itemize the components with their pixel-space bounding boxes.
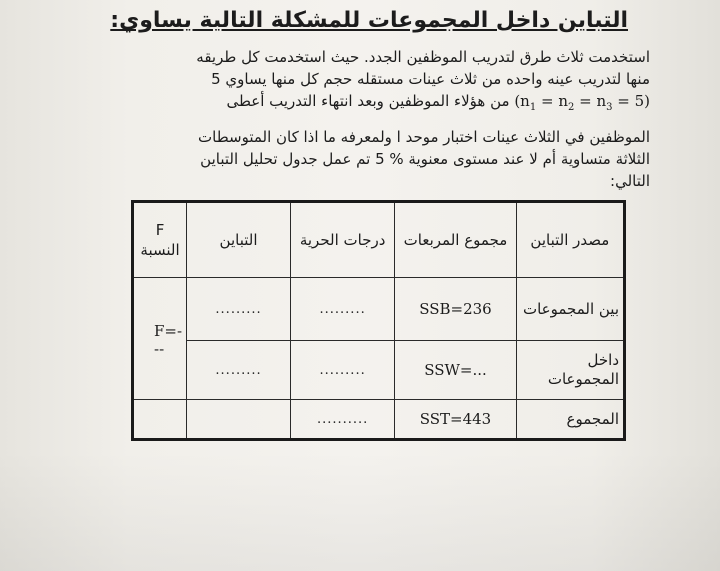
header-source: مصدر التباين bbox=[516, 202, 624, 278]
row-ss: SST=443 bbox=[395, 400, 516, 440]
row-variance: ......... bbox=[187, 341, 291, 400]
table-row bbox=[133, 400, 625, 440]
paragraph-line: استخدمت ثلاث طرق لتدريب الموظفين الجدد. حيث استخدمت كل طريقه bbox=[196, 48, 650, 66]
row-df: ......... bbox=[291, 278, 395, 341]
row-df: .......... bbox=[291, 400, 395, 440]
header-sum-of-squares: مجموع المربعات bbox=[395, 202, 516, 278]
row-variance: ......... bbox=[187, 278, 291, 341]
table-header-row bbox=[133, 202, 625, 278]
sample-size-formula: $(n_1 = n_2 = n_3 = 5)$ bbox=[514, 92, 650, 113]
row-source: بين المجموعات bbox=[516, 278, 624, 341]
paragraph-line bbox=[90, 90, 650, 119]
row-source: المجموع bbox=[516, 400, 624, 440]
table-row bbox=[133, 341, 625, 400]
row-source: داخل المجموعات bbox=[516, 341, 624, 400]
f-ratio-value: F=--- bbox=[133, 278, 187, 400]
paragraph-line: الموظفين في الثلاث عينات اختبار موحد ا ولمعرفه ما اذا كان المتوسطات bbox=[198, 128, 650, 146]
header-variance: التباين bbox=[187, 202, 291, 278]
empty-f-cell bbox=[133, 400, 187, 440]
paragraph-line: التالي: bbox=[610, 172, 650, 190]
paragraph-line: منها لتدريب عينه واحده من ثلاث عينات مستقله حجم كل منها يساوي 5 bbox=[211, 70, 650, 88]
paragraph-line: الثلاثة متساوية أم لا عند مستوى معنوية % 5 تم عمل جدول تحليل التباين bbox=[200, 150, 650, 168]
header-f-ratio: F النسبة bbox=[133, 202, 187, 278]
row-ss: SSW=... bbox=[395, 341, 516, 400]
header-degrees-of-freedom: درجات الحرية bbox=[291, 202, 395, 278]
instruction-paragraph bbox=[90, 126, 650, 192]
row-df: ......... bbox=[291, 341, 395, 400]
row-variance bbox=[187, 400, 291, 440]
row-ss: SSB=236 bbox=[395, 278, 516, 341]
anova-table bbox=[131, 200, 626, 441]
problem-paragraph bbox=[90, 46, 650, 119]
paragraph-text: من هؤلاء الموظفين وبعد انتهاء التدريب أعطى bbox=[226, 92, 510, 110]
table-row bbox=[133, 278, 625, 341]
question-title: التباين داخل المجموعات للمشكلة التالية يساوي: bbox=[110, 8, 628, 33]
